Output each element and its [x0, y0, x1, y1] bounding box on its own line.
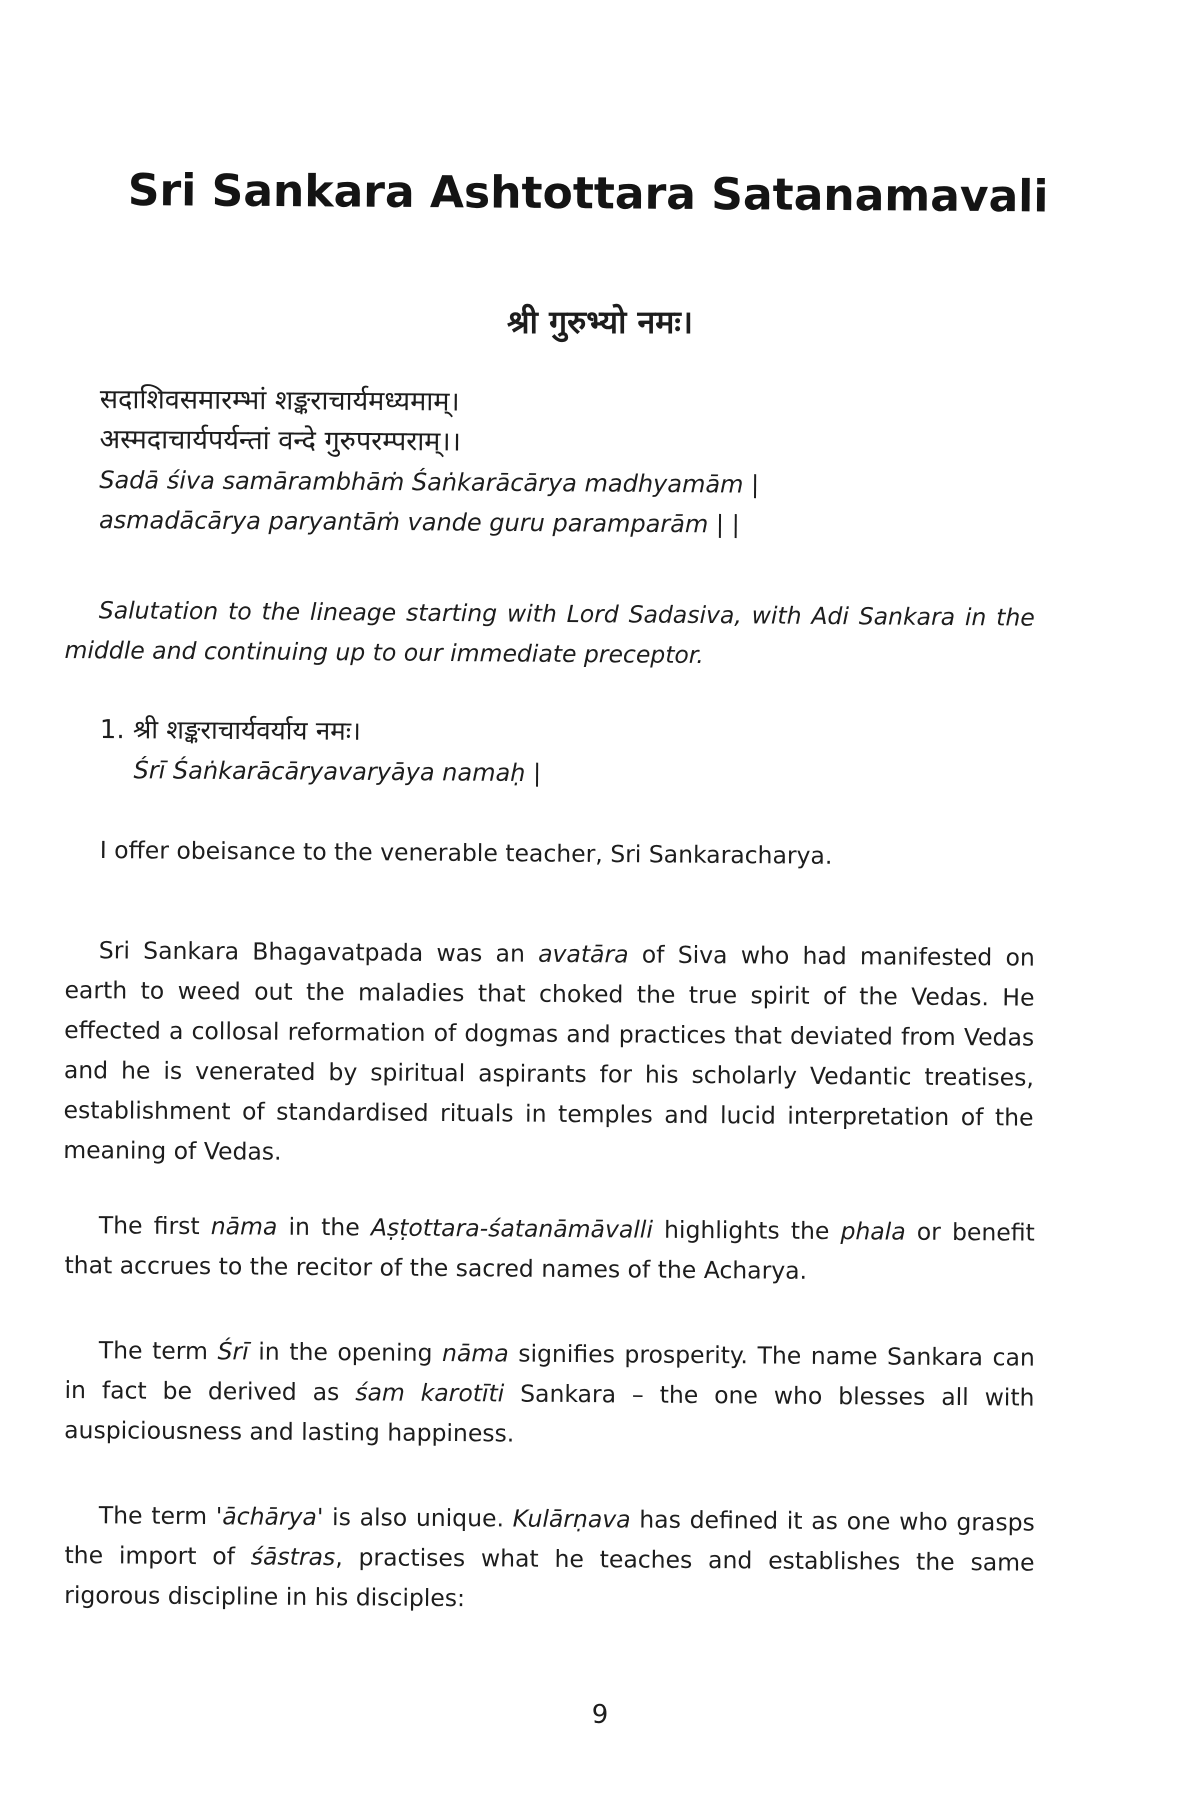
paragraph-term-acharya: The term 'āchārya' is also unique. Kulārṇava has defined it as one who grasps the import of śāstras, practises what he teaches and establishes the same rigorous discipline in his disciples:	[64, 1501, 1035, 1613]
nama-item-number: 1.	[99, 714, 125, 746]
nama-item-1-devanagari	[100, 710, 1000, 756]
verse-line-transliteration-1: Sadā śiva samārambhāṁ Śaṅkarācārya madhyamām |	[99, 465, 760, 499]
nama-item-1	[99, 710, 1000, 796]
page-title: Sri Sankara Ashtottara Satanamavali	[127, 165, 1049, 223]
salutation-paragraph: Salutation to the lineage starting with Lord Sadasiva, with Adi Sankara in the middle and continuing up to our immediate preceptor.	[64, 596, 1035, 670]
paragraph-sankara-avatara: Sri Sankara Bhagavatpada was an avatāra of Siva who had manifested on earth to weed out the maladies that choked the true spirit of the Vedas. He effected a collosal reformation of dogmas and practices that deviated from Vedas and he is venerated by spiritual aspirants for his scholarly Vedantic treatises, establishment of standardised rituals in temples and lucid interpretation of the meaning of Vedas.	[63, 936, 1035, 1166]
verse-line-devanagari-2: अस्मदाचार्यपर्यन्तां वन्दे गुरुपरम्पराम्।।	[99, 423, 461, 458]
paragraph-first-nama: The first nāma in the Aṣṭottara-śatanāmāvalli highlights the phala or benefit that accrues to the recitor of the sacred names of the Acharya.	[64, 1211, 1035, 1285]
page-number: 9	[591, 1700, 609, 1730]
obeisance-line: I offer obeisance to the venerable teacher, Sri Sankaracharya.	[99, 835, 833, 870]
nama-devanagari-text: श्री शङ्कराचार्यवर्याय नमः।	[132, 715, 361, 747]
nama-item-1-transliteration: Śrī Śaṅkarācāryavaryāya namaḥ |	[133, 756, 542, 788]
verse-line-devanagari-1: सदाशिवसमारम्भां शङ्कराचार्यमध्यमाम्।	[99, 383, 460, 418]
paragraph-term-sri: The term Śrī in the opening nāma signifies prosperity. The name Sankara can in fact be derived as śam karotīti Sankara – the one who blesses all with auspiciousness and lasting happiness.	[64, 1336, 1035, 1448]
verse-line-transliteration-2: asmadācārya paryantāṁ vande guru paramparām | |	[98, 505, 740, 539]
invocation: श्री गुरुभ्यो नमः।	[506, 303, 694, 341]
guru-parampara-verse	[99, 380, 1050, 547]
